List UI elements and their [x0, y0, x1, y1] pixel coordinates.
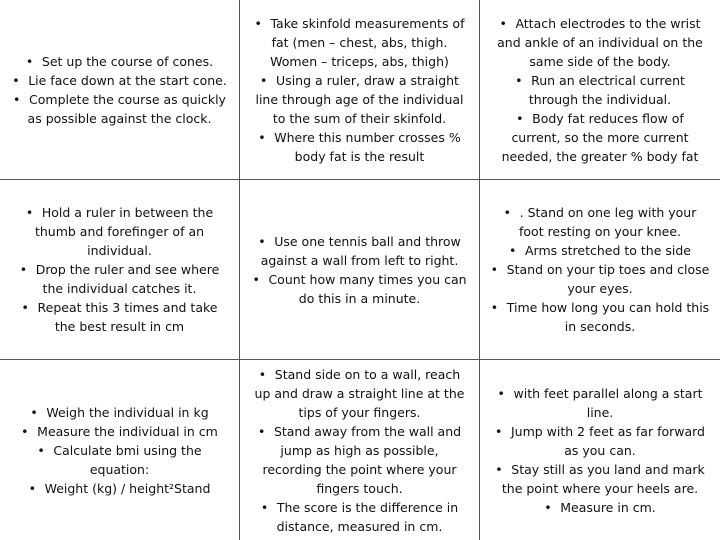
bullet-icon: • [499, 15, 507, 31]
bullet-list [490, 203, 710, 336]
cell-stork-balance [480, 180, 720, 360]
list-item: • Using a ruler, draw a straight line through age of the individual to the sum of their skinfold. [255, 72, 464, 126]
bullet-icon: • [515, 72, 523, 88]
bullet-icon: • [21, 423, 29, 439]
bullet-icon: • [37, 442, 45, 458]
bullet-list [10, 403, 229, 498]
cell-ruler-drop [0, 180, 240, 360]
bullet-icon: • [260, 72, 268, 88]
list-item: • Stand on your tip toes and close your eyes. [490, 262, 710, 296]
bullet-icon: • [258, 233, 266, 249]
bullet-icon: • [19, 262, 28, 277]
bullet-icon: • [495, 461, 503, 477]
list-item: • Weigh the individual in kg [30, 404, 209, 420]
bullet-list [490, 384, 710, 517]
bullet-list [10, 203, 229, 336]
list-item: • Measure the individual in cm [21, 423, 218, 439]
bullet-icon: • [28, 480, 36, 496]
list-item: • Stand away from the wall and jump as high as possible, recording the point where your fingers touch. [257, 423, 462, 496]
cell-skinfold [240, 0, 480, 180]
bullet-icon: • [30, 404, 38, 420]
list-item: • Where this number crosses % body fat is the result [258, 129, 461, 164]
bullet-icon: • [252, 271, 260, 287]
list-item: • Stand side on to a wall, reach up and draw a straight line at the tips of your fingers. [254, 366, 465, 420]
bullet-icon: • [25, 205, 34, 220]
bullet-icon: • [490, 300, 499, 315]
bullet-icon: • [254, 15, 262, 31]
bullet-list [250, 232, 469, 308]
bullet-list [490, 14, 710, 166]
list-item: • Run an electrical current through the individual. [515, 72, 685, 107]
bullet-icon: • [258, 366, 267, 382]
bullet-list [250, 365, 469, 536]
list-item: • Time how long you can hold this in seconds. [490, 300, 710, 334]
list-item: • Weight (kg) / height²Stand [28, 480, 211, 496]
bullet-icon: • [25, 53, 34, 69]
bullet-icon: • [497, 385, 505, 401]
list-item: • with feet parallel along a start line. [497, 385, 703, 420]
cell-vertical-jump [240, 360, 480, 540]
list-item: • Calculate bmi using the equation: [37, 442, 202, 477]
list-item: • Body fat reduces flow of current, so the more current needed, the greater % body fat [501, 110, 699, 164]
list-item: • Set up the course of cones. [25, 53, 214, 69]
cell-standing-long-jump [480, 360, 720, 540]
bullet-icon: • [260, 499, 269, 515]
list-item: • Lie face down at the start cone. [12, 72, 227, 88]
bullet-icon: • [508, 243, 517, 258]
list-item: • Arms stretched to the side [508, 243, 691, 258]
bullet-icon: • [12, 72, 20, 88]
list-item: • The score is the difference in distance, measured in cm. [260, 499, 459, 534]
list-item: • Count how many times you can do this in a minute. [252, 271, 467, 306]
list-item: • Attach electrodes to the wrist and ankle of an individual on the same side of the body. [497, 15, 703, 69]
cell-bioelectrical [480, 0, 720, 180]
list-item: • Drop the ruler and see where the individual catches it. [19, 262, 220, 296]
bullet-icon: • [490, 262, 499, 277]
bullet-icon: • [257, 423, 266, 439]
bullet-list [10, 52, 229, 128]
list-item: • Take skinfold measurements of fat (men – chest, abs, thigh. Women – triceps, abs, thigh) [254, 15, 465, 69]
cell-bmi [0, 360, 240, 540]
list-item: • Jump with 2 feet as far forward as you can. [494, 423, 705, 458]
list-item: • Measure in cm. [544, 499, 656, 515]
list-item: • Repeat this 3 times and take the best result in cm [21, 300, 218, 334]
cell-ball-toss [240, 180, 480, 360]
list-item: • Stay still as you land and mark the point where your heels are. [495, 461, 705, 496]
bullet-icon: • [13, 91, 21, 107]
bullet-icon: • [258, 129, 266, 145]
bullet-list [250, 14, 469, 166]
list-item: • Complete the course as quickly as possible against the clock. [13, 91, 226, 126]
bullet-icon: • [544, 499, 552, 515]
bullet-icon: • [21, 300, 29, 315]
bullet-icon: • [503, 205, 511, 220]
list-item: • Hold a ruler in between the thumb and forefinger of an individual. [25, 205, 214, 258]
bullet-icon: • [516, 110, 524, 126]
cell-agility [0, 0, 240, 180]
list-item: • . Stand on one leg with your foot resting on your knee. [503, 205, 697, 239]
bullet-icon: • [494, 423, 503, 439]
list-item: • Use one tennis ball and throw against a wall from left to right. [258, 233, 461, 268]
